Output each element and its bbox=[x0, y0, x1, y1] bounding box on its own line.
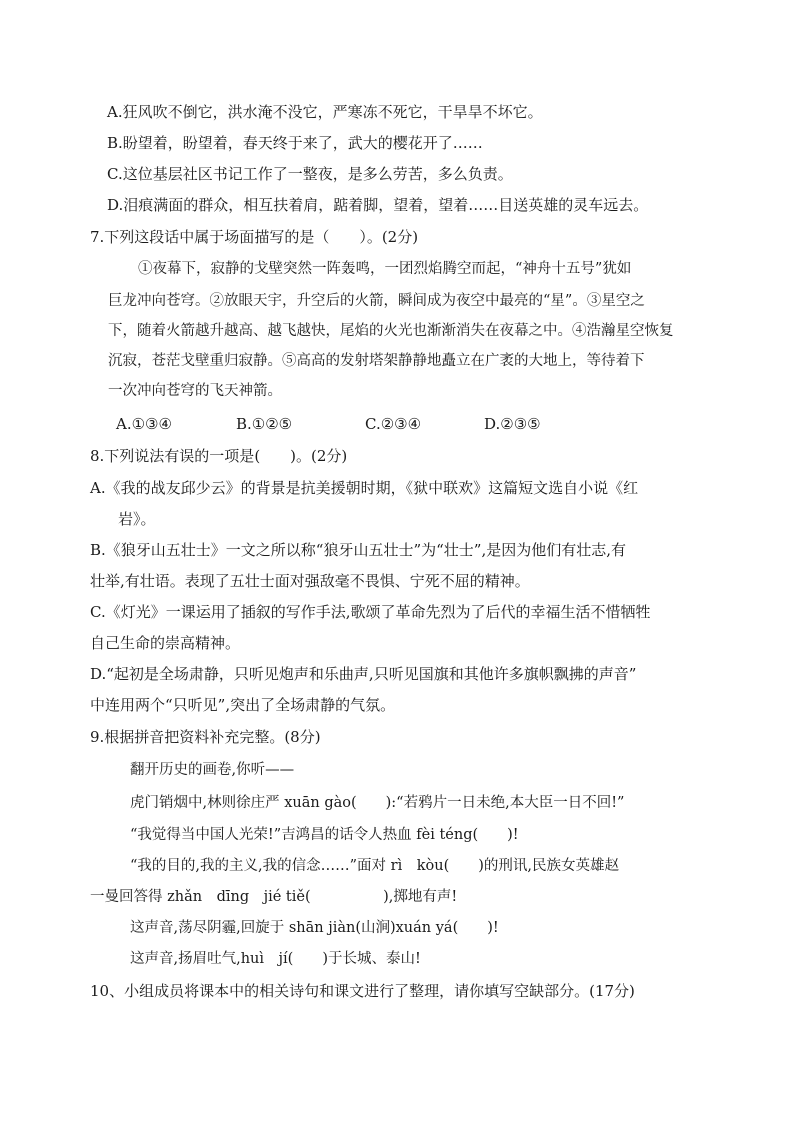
q8-line: 岩》。 bbox=[118, 510, 156, 528]
q8-line: 壮举,有壮语。表现了五壮士面对强敌毫不畏惧、宁死不屈的精神。 bbox=[90, 572, 530, 590]
q9-line: 这声音,荡尽阴霾,回旋于 shān jiàn(山涧)xuán yá( )! bbox=[130, 920, 499, 936]
q8-line: B.《狼牙山五壮士》一文之所以称“狼牙山五壮士”为“壮士”,是因为他们有壮志,有 bbox=[90, 541, 627, 559]
q9-line: “我的目的,我的主义,我的信念……”面对 rì kòu( )的刑讯,民族女英雄赵 bbox=[130, 858, 619, 874]
q7-option-d: D.②③⑤ bbox=[484, 415, 541, 433]
q7-option-c: C.②③④ bbox=[365, 415, 422, 433]
q8-line: C.《灯光》一课运用了插叙的写作手法,歌颂了革命先烈为了后代的幸福生活不惜牺牲 bbox=[90, 603, 651, 621]
q7-stem: 7.下列这段话中属于场面描写的是（ ）。(2分) bbox=[90, 228, 419, 246]
q7-option-a: A.①③④ bbox=[116, 415, 172, 433]
q6-option-d: D.泪痕满面的群众，相互扶着肩，踮着脚，望着，望着……目送英雄的灵车远去。 bbox=[107, 196, 649, 214]
q10-stem: 10、小组成员将课本中的相关诗句和课文进行了整理，请你填写空缺部分。(17分) bbox=[90, 982, 635, 1000]
q7-passage-line: 下，随着火箭越升越高、越飞越快，尾焰的火光也渐渐消失在夜幕之中。④浩瀚星空恢复 bbox=[108, 323, 674, 339]
q7-passage-line: 沉寂，苍茫戈壁重归寂静。⑤高高的发射塔架静静地矗立在广袤的大地上，等待着下 bbox=[108, 353, 645, 369]
q7-option-b: B.①②⑤ bbox=[236, 415, 293, 433]
q9-stem: 9.根据拼音把资料补充完整。(8分) bbox=[90, 728, 321, 746]
q9-line: 翻开历史的画卷,你听—— bbox=[130, 762, 295, 778]
q8-stem: 8.下列说法有误的一项是( )。(2分) bbox=[90, 447, 348, 465]
q8-line: A.《我的战友邱少云》的背景是抗美援朝时期，《狱中联欢》这篇短文选自小说《红 bbox=[90, 479, 639, 497]
q9-line: 这声音,扬眉吐气,huì jí( )于长城、泰山! bbox=[130, 951, 421, 967]
q8-line: 中连用两个“只听见”,突出了全场肃静的气氛。 bbox=[90, 696, 396, 714]
q8-line: 自己生命的崇高精神。 bbox=[90, 634, 241, 652]
q9-line: 虎门销烟中,林则徐庄严 xuān gào( ):“若鸦片一日未绝,本大臣一日不回!” bbox=[130, 795, 625, 811]
q7-passage-line: ①夜幕下，寂静的戈壁突然一阵轰鸣，一团烈焰腾空而起，“神舟十五号”犹如 bbox=[138, 261, 632, 277]
q8-line: D.“起初是全场肃静，只听见炮声和乐曲声,只听见国旗和其他许多旗帜飘拂的声音” bbox=[90, 665, 637, 683]
q6-option-a: A.狂风吹不倒它，洪水淹不没它，严寒冻不死它，干旱旱不坏它。 bbox=[107, 103, 543, 121]
q6-option-b: B.盼望着，盼望着，春天终于来了，武大的樱花开了…… bbox=[107, 134, 483, 152]
q6-option-c: C.这位基层社区书记工作了一整夜，是多么劳苦，多么负责。 bbox=[107, 165, 513, 183]
q7-passage-line: 巨龙冲向苍穹。②放眼天宇，升空后的火箭，瞬间成为夜空中最亮的“星”。③星空之 bbox=[108, 293, 645, 309]
q9-line: 一曼回答得 zhǎn dīng jié tiě( ),掷地有声! bbox=[90, 889, 458, 905]
q7-passage-line: 一次冲向苍穹的飞天神箭。 bbox=[108, 383, 282, 399]
q9-line: “我觉得当中国人光荣!”吉鸿昌的话令人热血 fèi téng( )! bbox=[130, 827, 519, 843]
